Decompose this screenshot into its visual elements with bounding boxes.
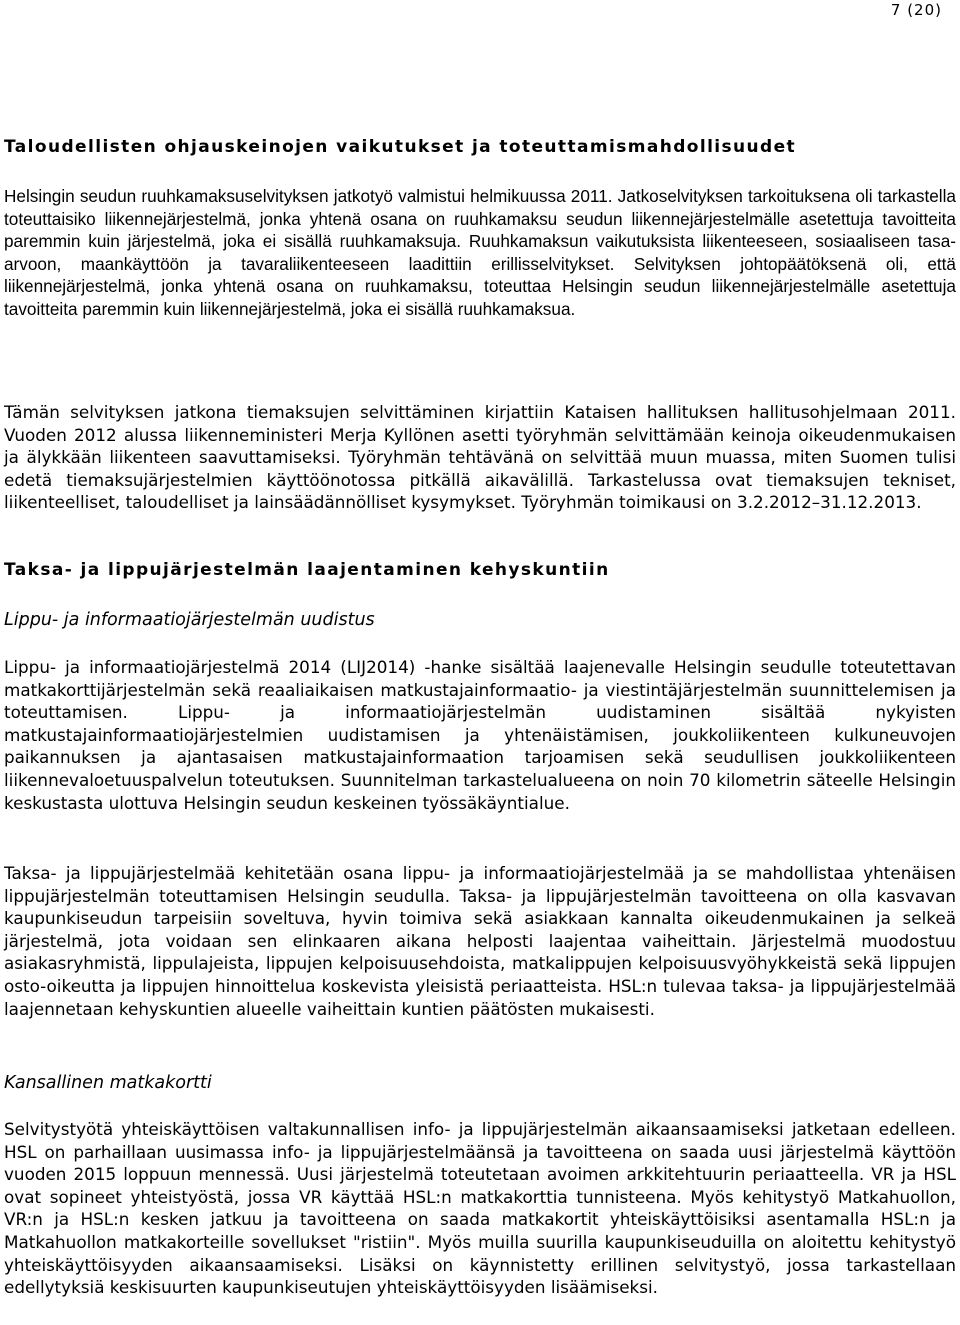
section-heading-ticket-system-expansion: Taksa- ja lippujärjestelmän laajentaminen kehyskuntiin	[4, 560, 610, 580]
paragraph-congestion-charge-study: Helsingin seudun ruuhkamaksuselvityksen jatkotyö valmistui helmikuussa 2011. Jatkoselvityksen tarkoituksena oli tarkastella toteuttaisiko liikennejärjestelmä, jonka yhtenä osana on ruuhkamaksu seudun liikennejärjestelmälle asetettuja tavoitteita paremmin kuin järjestelmä, joka ei sisällä ruuhkamaksuja. Ruuhkamaksun vaikutuksista liikenteeseen, sosiaaliseen tasa-arvoon, maankäyttöön ja tavaraliikenteeseen laadittiin erillisselvitykset. Selvityksen johtopäätöksenä oli, että liikennejärjestelmä, jonka yhtenä osana on ruuhkamaksu, toteuttaa Helsingin seudun liikennejärjestelmälle asetettuja tavoitteita paremmin kuin liikennejärjestelmä, joka ei sisällä ruuhkamaksua.	[4, 186, 956, 319]
paragraph-fare-system: Taksa- ja lippujärjestelmää kehitetään osana lippu- ja informaatiojärjestelmää ja se mahdollistaa yhtenäisen lippujärjestelmän toteuttamisen Helsingin seudulla. Taksa- ja lippujärjestelmän tavoitteena on olla kasvavan kaupunkiseudun tarpeisiin soveltuva, hyvin toimiva sekä asiakkaan kannalta oikeudenmukainen ja selkeä järjestelmä, jota voidaan sen elinkaaren aikana helposti laajentaa vaiheittain. Järjestelmä muodostuu asiakasryhmistä, lippulajeista, lippujen kelpoisuusehdoista, matkalippujen kelpoisuusvyöhykkeistä sekä lippujen osto-oikeutta ja lippujen hinnoittelua koskevista yleisistä periaatteista. HSL:n tulevaa taksa- ja lippujärjestelmää laajennetaan kehyskuntien alueelle vaiheittain kuntien päätösten mukaisesti.	[4, 863, 956, 1019]
paragraph-lij2014-project: Lippu- ja informaatiojärjestelmä 2014 (LIJ2014) -hanke sisältää laajenevalle Helsingin seudulle toteutettavan matkakorttijärjestelmän sekä reaaliaikaisen matkustajainformaatio- ja viestintäjärjestelmän suunnittelemisen ja toteuttamisen. Lippu- ja informaatiojärjestelmän uudistaminen sisältää nykyisten matkustajainformaatiojärjestelmien uudistamisen ja yhtenäistämisen, joukkoliikenteen kulkuneuvojen paikannuksen ja ajantasaisen matkustajainformaation tarjoamisen sekä seudullisen joukkoliikenteen liikennevaloetuuspalvelun toteutuksen. Suunnitelman tarkastelualueena on noin 70 kilometrin säteelle Helsingin keskustasta ulottuva Helsingin seudun keskeinen työssäkäyntialue.	[4, 657, 956, 813]
subheading-national-travel-card: Kansallinen matkakortti	[4, 1073, 212, 1093]
paragraph-national-travel-card: Selvitystyötä yhteiskäyttöisen valtakunnallisen info- ja lippujärjestelmän aikaansaamiseksi jatketaan edelleen. HSL on parhaillaan uusimassa info- ja lippujärjestelmäänsä ja tavoitteena on saada uusi järjestelmä käyttöön vuoden 2015 loppuun mennessä. Uusi järjestelmä toteutetaan avoimen arkkitehtuurin periaatteella. VR ja HSL ovat sopineet yhteistyöstä, jossa VR käyttää HSL:n matkakorttia tunnisteena. Myös kehitystyö Matkahuollon, VR:n ja HSL:n kesken jatkuu ja tavoitteena on saada matkakortit yhteiskäyttöisiksi asentamalla HSL:n ja Matkahuollon matkakorteille sovellukset "ristiin". Myös muilla suurilla kaupunkiseuduilla on aloitettu kehitystyö yhteiskäyttöisyyden aikaansaamiseksi. Lisäksi on käynnistetty erillinen selvitystyö, jossa tarkastellaan edellytyksiä keskisuurten kaupunkiseutujen yhteiskäyttöisyyden lisäämiseksi.	[4, 1119, 956, 1298]
section-heading-economic-steering: Taloudellisten ohjauskeinojen vaikutukset ja toteuttamismahdollisuudet	[4, 137, 797, 157]
page-number: 7 (20)	[890, 1, 942, 19]
subheading-ticket-information-system: Lippu- ja informaatiojärjestelmän uudistus	[4, 610, 375, 630]
paragraph-road-charges-working-group: Tämän selvityksen jatkona tiemaksujen selvittäminen kirjattiin Kataisen hallituksen hallitusohjelmaan 2011. Vuoden 2012 alussa liikenneministeri Merja Kyllönen asetti työryhmän selvittämään keinoja oikeudenmukaisen ja älykkään liikenteen saavuttamiseksi. Työryhmän tehtävänä on selvittää muun muassa, miten Suomen tulisi edetä tiemaksujärjestelmien käyttöönotossa pitkällä aikavälillä. Tarkastelussa ovat tiemaksujen tekniset, liikenteelliset, taloudelliset ja lainsäädännölliset kysymykset. Työryhmän toimikausi on 3.2.2012–31.12.2013.	[4, 402, 956, 513]
